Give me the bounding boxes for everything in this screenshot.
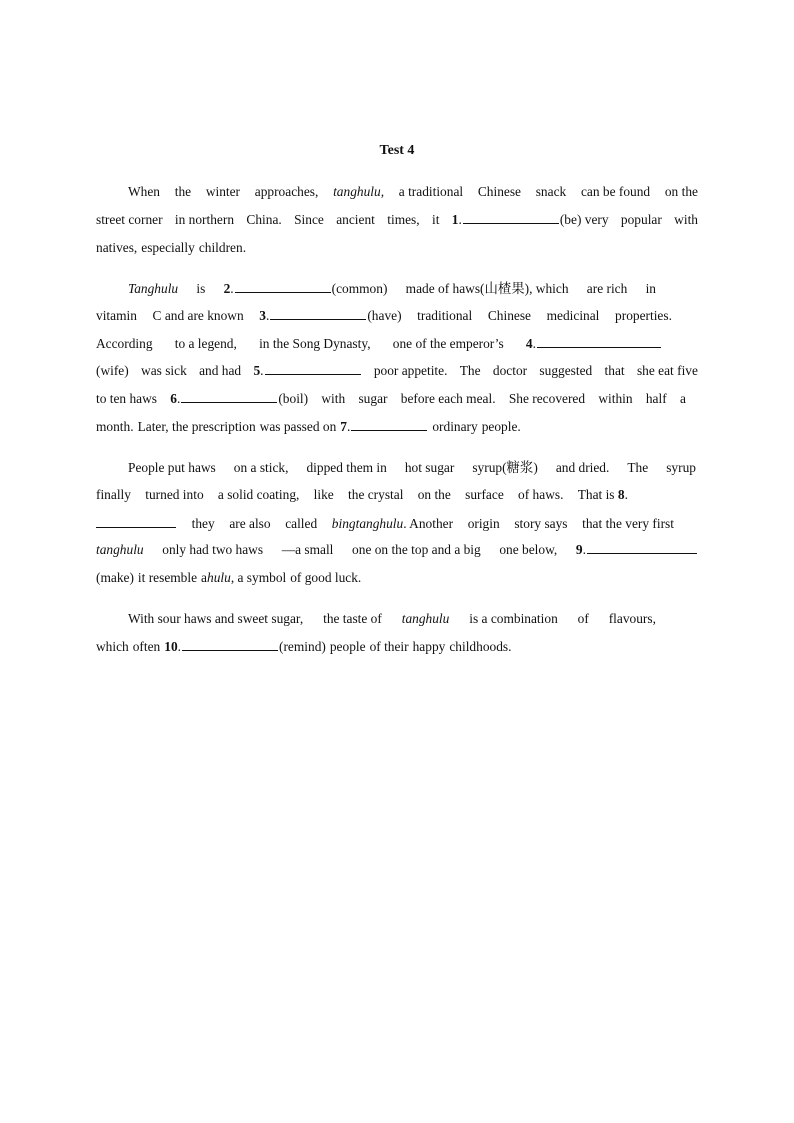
text: childhoods. [449, 639, 512, 654]
text: the [174, 184, 192, 199]
italic-term: hulu [207, 570, 231, 585]
question-number: 10 [164, 639, 178, 654]
text: children. [198, 240, 247, 255]
text: Later, the prescription [137, 419, 256, 434]
text: sugar [358, 391, 388, 406]
paragraph-2-line-6 [96, 418, 698, 436]
text: That is [577, 487, 615, 502]
paragraph-2-line-4 [96, 362, 698, 380]
text: story says [514, 516, 568, 531]
text: can be found [580, 184, 651, 199]
text: The [459, 363, 481, 378]
text: called [285, 516, 318, 531]
text: C and are known [152, 308, 244, 323]
text: they [191, 516, 215, 531]
text: of haws. [518, 487, 564, 502]
text: vitamin [96, 308, 137, 323]
text: she eat five [636, 363, 698, 378]
paragraph-3-line-3 [96, 515, 674, 533]
text: , a symbol [230, 570, 287, 585]
paragraph-4-line-2 [96, 638, 698, 656]
text: . Another [403, 516, 454, 531]
text: often [132, 639, 161, 654]
text: poor appetite. [373, 363, 448, 378]
text: Since [294, 212, 324, 227]
text: only had two haws [162, 542, 264, 557]
italic-term: tanghulu [96, 542, 144, 557]
question-number: 2 [223, 281, 231, 296]
answer-blank-6[interactable] [181, 390, 277, 403]
text: of good luck. [290, 570, 362, 585]
text: with [321, 391, 346, 406]
text: it [431, 212, 440, 227]
text: traditional [417, 308, 473, 323]
italic-term: tanghulu [401, 611, 450, 626]
paragraph-2-line-3 [96, 335, 662, 353]
question-number: 6 [170, 391, 177, 406]
text: origin [467, 516, 500, 531]
text: happy [412, 639, 446, 654]
text: surface [465, 487, 504, 502]
text: China. [246, 212, 282, 227]
text: on a stick, [233, 460, 289, 475]
text: to a legend, [174, 336, 237, 351]
text: in northern [174, 212, 235, 227]
text: with [674, 212, 698, 227]
text: —a small [281, 542, 334, 557]
answer-blank-4[interactable] [537, 335, 661, 348]
text: are also [229, 516, 271, 531]
answer-blank-7[interactable] [351, 418, 427, 431]
text: syrup [666, 460, 696, 475]
text: a solid coating, [217, 487, 300, 502]
text: flavours, [608, 611, 656, 626]
text: a [201, 570, 207, 585]
question-6: 6. (boil) [170, 391, 309, 406]
answer-blank-8[interactable] [96, 515, 176, 528]
paragraph-2-line-2 [96, 307, 672, 325]
text: month. [96, 419, 134, 434]
text: The [627, 460, 649, 475]
text: snack [535, 184, 567, 199]
text: and dried. [555, 460, 610, 475]
text: before each meal. [400, 391, 496, 406]
question-number: 7 [340, 419, 347, 434]
text: (wife) [96, 363, 129, 378]
paragraph-2-line-5 [96, 390, 686, 408]
text: the taste of [323, 611, 382, 626]
paragraph-3-line-1 [128, 459, 696, 477]
question-4: 4. [526, 335, 662, 353]
answer-blank-1[interactable] [463, 211, 559, 224]
text: on the [417, 487, 451, 502]
answer-blank-2[interactable] [235, 280, 331, 293]
text: properties. [615, 308, 672, 323]
text: was sick [141, 363, 187, 378]
italic-term: Tanghulu [128, 281, 179, 296]
text: people [329, 639, 366, 654]
paragraph-2-line-1 [128, 280, 656, 298]
question-number: 3 [259, 308, 266, 323]
question-8: That is 8. [577, 487, 628, 502]
text: of their [369, 639, 409, 654]
text: it resemble [137, 570, 198, 585]
text: Chinese [487, 308, 531, 323]
bingtanghulu-phrase [332, 515, 453, 533]
text: a [679, 391, 686, 406]
page-title: Test 4 [379, 143, 415, 158]
answer-blank-10[interactable] [182, 638, 278, 651]
text: one of the emperor’s [392, 336, 504, 351]
text: medicinal [546, 308, 600, 323]
text: (make) [96, 570, 134, 585]
text: made of haws(山楂果), which [405, 281, 569, 296]
text: (boil) [278, 391, 309, 406]
text: is a combination [469, 611, 558, 626]
text: hot sugar [404, 460, 455, 475]
question-2: 2. (common) [223, 281, 388, 296]
text: was passed on [259, 419, 337, 434]
text: are rich [586, 281, 628, 296]
paragraph-3-line-5 [96, 569, 698, 587]
question-7: 7. [340, 418, 428, 436]
text: within [598, 391, 633, 406]
text: people. [481, 419, 521, 434]
question-1: 1. (be) very [451, 212, 609, 227]
text: (remind) [279, 639, 326, 654]
paragraph-3-line-2 [96, 486, 628, 504]
text: in the Song Dynasty, [259, 336, 371, 351]
text: syrup(糖浆) [472, 460, 538, 475]
text: the crystal [348, 487, 404, 502]
paragraph-1-line-2 [96, 211, 698, 229]
text: one on the top and a big [352, 542, 481, 557]
question-10: 10. (remind) [164, 639, 326, 654]
text: popular [620, 212, 662, 227]
text: (common) [331, 281, 388, 296]
text: times, [387, 212, 420, 227]
text: especially [141, 240, 195, 255]
text: finally [96, 487, 131, 502]
text: She recovered [508, 391, 586, 406]
text: With sour haws and sweet sugar, [128, 611, 304, 626]
text: (be) very [559, 212, 609, 227]
text: like [313, 487, 334, 502]
question-number: 9 [575, 542, 583, 557]
text: that [604, 363, 625, 378]
question-3: 3. (have) [259, 308, 402, 323]
paragraph-1-line-3 [96, 239, 698, 257]
text: (have) [367, 308, 402, 323]
answer-blank-9[interactable] [587, 541, 697, 554]
text: ordinary [432, 419, 478, 434]
question-number: 4 [525, 336, 533, 351]
italic-term: tanghulu, [333, 184, 385, 199]
text: which [96, 639, 129, 654]
answer-blank-5[interactable] [265, 362, 361, 375]
text: dipped them in [306, 460, 387, 475]
text: a traditional [398, 184, 464, 199]
text: winter [205, 184, 241, 199]
paragraph-1-line-1 [128, 183, 698, 201]
question-number: 8 [617, 487, 625, 502]
text: is [196, 281, 206, 296]
paragraph-4-line-1 [128, 610, 656, 628]
hulu-phrase [207, 569, 286, 587]
text: ancient [336, 212, 375, 227]
text: suggested [539, 363, 593, 378]
italic-term: bingtanghulu [331, 516, 404, 531]
text: People put haws [128, 460, 216, 475]
text: that the very first [582, 516, 674, 531]
text: When [128, 184, 160, 199]
text: half [645, 391, 667, 406]
text: According [96, 336, 153, 351]
question-number: 1 [451, 212, 459, 227]
paragraph-3-line-4 [96, 541, 698, 559]
question-5: 5. [253, 362, 361, 380]
text: to ten haws [96, 391, 157, 406]
question-9: 9. [576, 541, 698, 559]
text: in [645, 281, 656, 296]
question-number: 5 [253, 363, 261, 378]
text: one below, [499, 542, 558, 557]
text: approaches, [254, 184, 319, 199]
text: of [577, 611, 589, 626]
text: Chinese [477, 184, 521, 199]
text: street corner [96, 212, 163, 227]
text: natives, [96, 240, 138, 255]
text: on the [664, 184, 698, 199]
answer-blank-3[interactable] [270, 307, 366, 320]
text: and had [199, 363, 242, 378]
text: turned into [145, 487, 204, 502]
text: doctor [492, 363, 528, 378]
